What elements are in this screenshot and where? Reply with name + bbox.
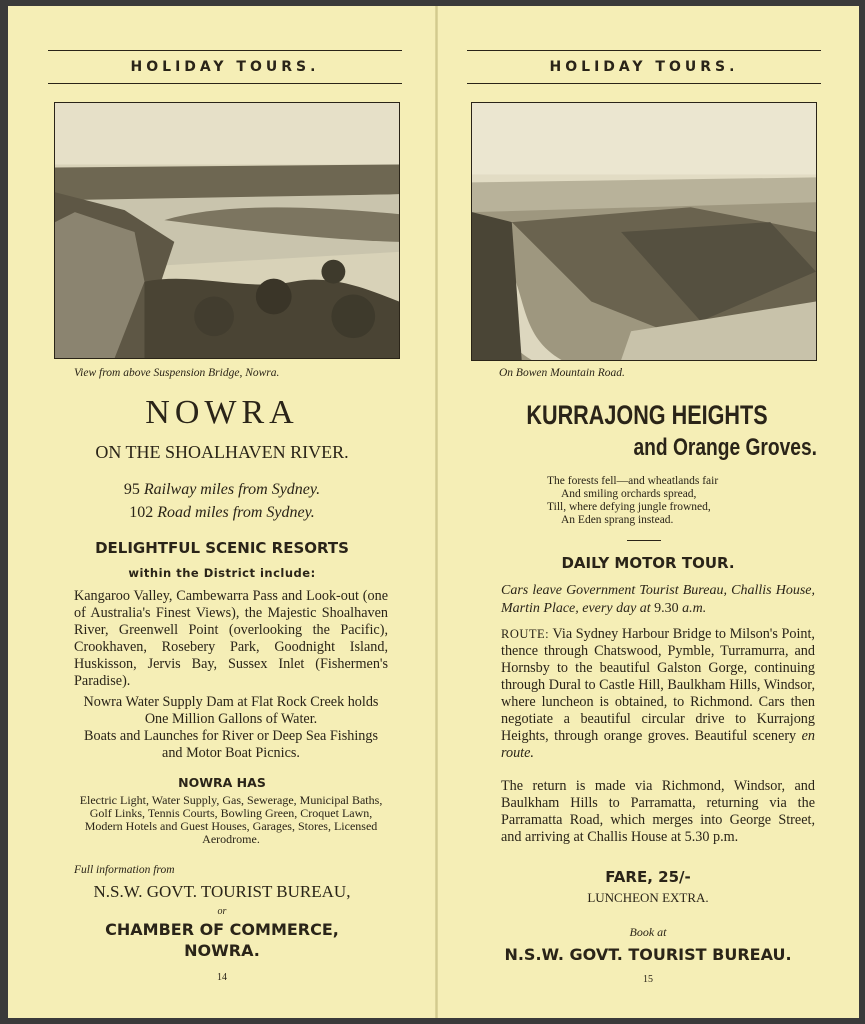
left-page [8,6,436,1018]
route-en-route: en route. [501,728,815,761]
daily-tour-heading: DAILY MOTOR TOUR. [561,554,735,572]
info-label: Full information from [74,864,175,876]
left-photo-caption: View from above Suspension Bridge, Nowra. [74,367,280,379]
boats-launches [74,728,388,762]
right-header: HOLIDAY TOURS. [467,50,821,84]
poem-line: The forests fell—and wheatlands fair [547,475,719,487]
divider-rule [627,540,661,541]
right-bureau: N.S.W. GOVT. TOURIST BUREAU. [504,945,792,964]
route-label: ROUTE: [501,627,550,641]
nowra-river-photo [54,102,400,359]
poem [533,475,793,527]
resorts-paragraph: Kangaroo Valley, Cambewarra Pass and Look-out (one of Australia's Finest Views), the Majestic Shoalhaven River, Greenwell Point (overlooking the Pacific), Crookhaven, Rosebery Park, Goodnight Island, Huskisson, Jervis Bay, Sussex Inlet (Fishermen's Paradise). [74,588,388,689]
right-photo-caption: On Bowen Mountain Road. [499,367,625,379]
kurrajong-subtitle: and Orange Groves. [633,434,817,461]
resorts-heading: DELIGHTFUL SCENIC RESORTS [95,539,349,557]
kurrajong-title: KURRAJONG HEIGHTS [526,400,768,430]
left-page-number: 14 [217,972,227,983]
poem-line: Till, where defying jungle frowned, [547,501,711,513]
left-header: HOLIDAY TOURS. [48,50,402,84]
book-at: Book at [629,925,667,939]
nowra-subtitle: ON THE SHOALHAVEN RIVER. [95,442,349,462]
water-supply [74,694,388,728]
nowra-amenities: Electric Light, Water Supply, Gas, Sewerage, Municipal Baths, Golf Links, Tennis Courts, Bowling Green, Croquet Lawn, Modern Hotels and Guest Houses, Garages, Stores, Licensed Aerodrome. [79,793,383,846]
brochure-spread [8,6,859,1018]
tour-time: 9.30 [654,601,679,616]
tour-intro-text: Cars leave Government Tourist Bureau, Challis House, Martin Place, every day at [501,583,815,616]
bowen-mountain-photo [471,102,817,361]
right-page [437,6,859,1018]
luncheon-extra: LUNCHEON EXTRA. [587,890,709,905]
left-bureau: N.S.W. GOVT. TOURIST BUREAU, [93,882,351,901]
boats-paragraph: Boats and Launches for River or Deep Sea Fishings and Motor Boat Picnics. [84,728,378,761]
water-supply-paragraph: Nowra Water Supply Dam at Flat Rock Creek holds One Million Gallons of Water. [83,694,379,727]
rail-distance-number: 95 [123,481,140,498]
nowra-has-heading: NOWRA HAS [178,775,266,790]
nowra-title: NOWRA [145,394,299,431]
fare: FARE, 25/- [605,868,691,886]
resorts-list [74,588,388,690]
or-text: or [217,906,227,917]
road-distance [8,504,436,522]
rail-distance [8,481,436,499]
resorts-subheading: within the District include: [128,566,316,580]
route-description [501,626,815,762]
road-distance-text: Road miles from Sydney. [157,504,315,521]
chamber-town: NOWRA. [184,941,260,960]
poem-line: And smiling orchards spread, [561,488,697,500]
return-text: The return is made via Richmond, Windsor, and Baulkham Hills to Parramatta, returning via the Parramatta Road, which merges into George Street, and arriving at Challis House at 5.30 p.m. [501,778,815,845]
right-page-number: 15 [643,974,653,985]
return-description [501,778,815,846]
tour-ampm: a.m. [682,601,707,616]
route-text: Via Sydney Harbour Bridge to Milson's Point, thence through Chatswood, Pymble, Turramurra, and Hornsby to the beautiful Galston Gorge, continuing through Dural to Castle Hill, Baulkham Hills, Windsor, where luncheon is obtained, to Richmond. Cars then negotiate a beautiful circular drive to Kurrajong Heights, through orange groves. Beautiful scenery [501,626,815,744]
road-distance-number: 102 [129,504,154,521]
tour-intro [501,582,815,618]
poem-line: An Eden sprang instead. [561,514,674,526]
rail-distance-text: Railway miles from Sydney. [143,481,321,498]
chamber-of-commerce: CHAMBER OF COMMERCE, [105,920,339,939]
